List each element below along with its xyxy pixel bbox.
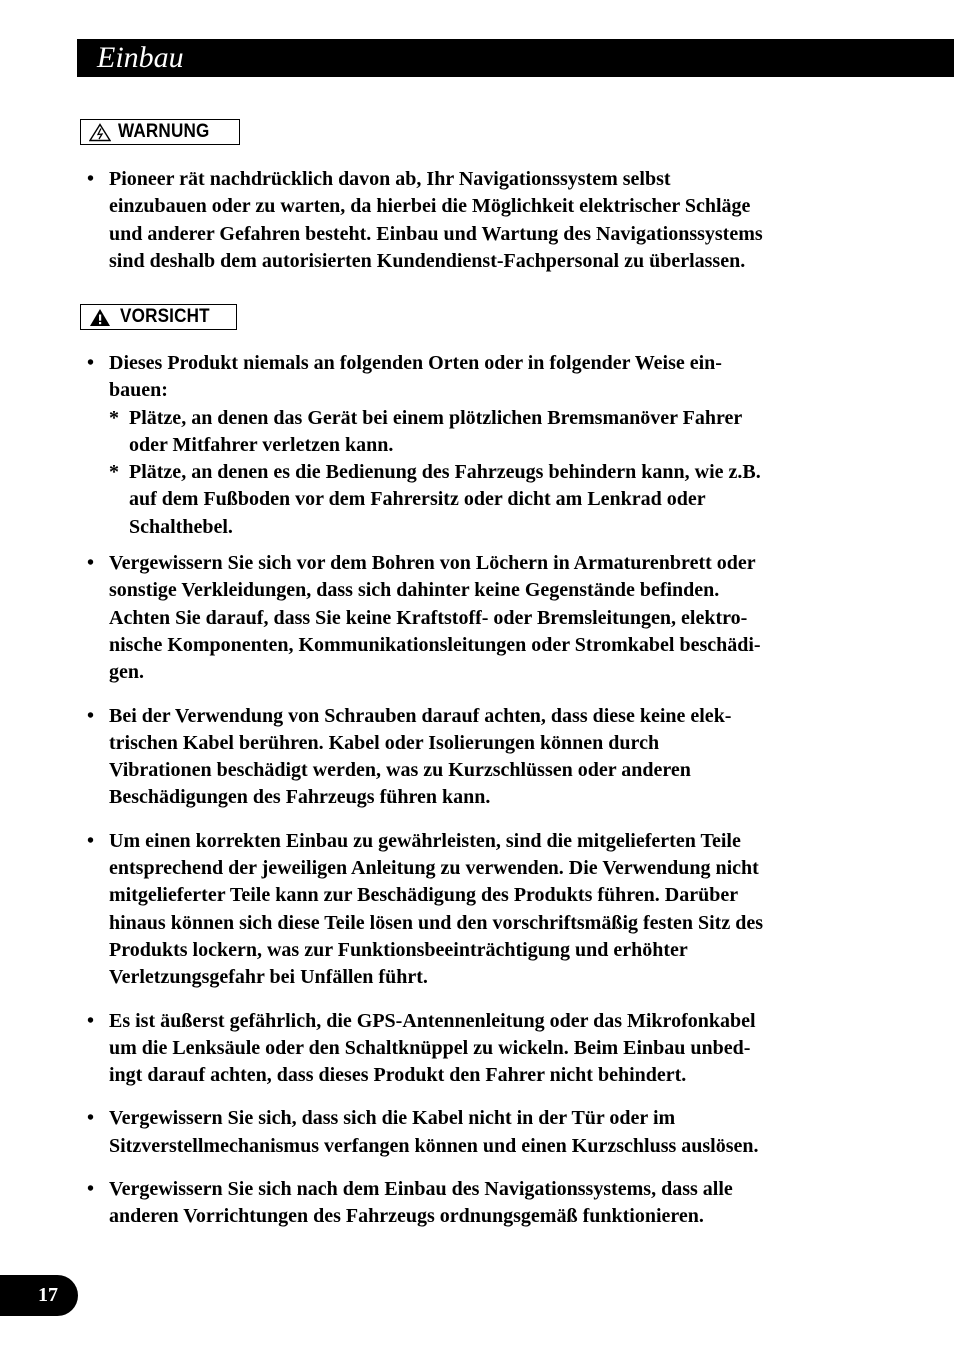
bullet-dot: • xyxy=(87,1178,95,1201)
caution-label-text: VORSICHT xyxy=(120,306,210,327)
bullet-dot: • xyxy=(87,168,95,190)
text-line: hinaus können sich diese Teile lösen und den vorschriftsmäßig festen Sitz des xyxy=(109,911,763,934)
section-header-bar xyxy=(77,39,954,77)
text-line: Beschädigungen des Fahrzeugs führen kann. xyxy=(109,786,491,809)
bullet-dot: • xyxy=(87,352,95,374)
caution-item xyxy=(87,1008,877,1090)
asterisk-marker: * xyxy=(109,461,119,484)
text-line: Vergewissern Sie sich, dass sich die Kabel nicht in der Tür oder im xyxy=(109,1107,676,1130)
caution-item xyxy=(87,1176,877,1231)
text-line: nische Komponenten, Kommunikationsleitungen oder Stromkabel beschädi- xyxy=(109,633,761,656)
caution-subitem xyxy=(109,405,877,460)
page-number-tab xyxy=(0,1275,78,1316)
caution-item xyxy=(87,350,877,541)
text-line: bauen: xyxy=(109,379,168,402)
text-line: Bei der Verwendung von Schrauben darauf achten, dass diese keine elek- xyxy=(109,704,732,727)
text-line: Vergewissern Sie sich vor dem Bohren von Löchern in Armaturenbrett oder xyxy=(109,552,756,575)
warning-label xyxy=(80,119,240,145)
caution-item xyxy=(87,550,877,686)
text-line: Vergewissern Sie sich nach dem Einbau des Navigationssystems, dass alle xyxy=(109,1178,733,1201)
text-line: sonstige Verkleidungen, dass sich dahinter keine Gegenstände befinden. xyxy=(109,579,720,602)
text-line: entsprechend der jeweiligen Anleitung zu verwenden. Die Verwendung nicht xyxy=(109,857,759,880)
bullet-dot: • xyxy=(87,829,95,852)
text-line: Um einen korrekten Einbau zu gewährleisten, sind die mitgelieferten Teile xyxy=(109,829,741,852)
text-line: Vibrationen beschädigt werden, was zu Kurzschlüssen oder anderen xyxy=(109,759,691,782)
caution-subitem xyxy=(109,459,877,541)
asterisk-marker: * xyxy=(109,406,119,429)
bullet-dot: • xyxy=(87,552,95,575)
text-line: ingt darauf achten, dass dieses Produkt den Fahrer nicht behindert. xyxy=(109,1064,687,1087)
bullet-dot: • xyxy=(87,1009,95,1032)
warning-list xyxy=(87,166,877,275)
text-line: trischen Kabel berühren. Kabel oder Isolierungen können durch xyxy=(109,731,660,754)
text-line: Es ist äußerst gefährlich, die GPS-Antennenleitung oder das Mikrofonkabel xyxy=(109,1009,756,1032)
caution-item xyxy=(87,1105,877,1160)
text-line: um die Lenksäule oder den Schaltknüppel zu wickeln. Beim Einbau unbed- xyxy=(109,1036,751,1059)
text-line: Pioneer rät nachdrücklich davon ab, Ihr Navigationssystem selbst xyxy=(109,168,671,190)
caution-list xyxy=(87,350,877,1231)
text-line: Plätze, an denen das Gerät bei einem plötzlichen Bremsmanöver Fahrer xyxy=(129,406,743,429)
text-line: Produkts lockern, was zur Funktionsbeeinträchtigung und erhöhter xyxy=(109,938,688,961)
page-number: 17 xyxy=(38,1284,58,1306)
section-title: Einbau xyxy=(97,41,184,74)
caution-label xyxy=(80,304,237,330)
text-line: auf dem Fußboden vor dem Fahrersitz oder dicht am Lenkrad oder xyxy=(129,488,706,511)
text-line: oder Mitfahrer verletzen kann. xyxy=(129,433,394,456)
text-line: Achten Sie darauf, dass Sie keine Kraftstoff- oder Bremsleitungen, elektro- xyxy=(109,606,748,629)
text-line: Schalthebel. xyxy=(129,515,233,538)
bullet-dot: • xyxy=(87,1107,95,1130)
text-line: Sitzverstellmechanismus verfangen können und einen Kurzschluss auslösen. xyxy=(109,1134,759,1157)
caution-item xyxy=(87,703,877,812)
caution-triangle-icon xyxy=(89,308,111,327)
text-line: anderen Vorrichtungen des Fahrzeugs ordnungsgemäß funktionieren. xyxy=(109,1205,704,1228)
caution-item xyxy=(87,828,877,992)
text-line: Verletzungsgefahr bei Unfällen führt. xyxy=(109,966,428,989)
electric-warning-icon xyxy=(89,123,111,142)
text-line: einzubauen oder zu warten, da hierbei die Möglichkeit elektrischer Schläge xyxy=(109,195,751,218)
text-line: Dieses Produkt niemals an folgenden Orten oder in folgender Weise ein- xyxy=(109,352,722,374)
text-line: und anderer Gefahren besteht. Einbau und Wartung des Navigationssystems xyxy=(109,222,763,245)
text-line: Plätze, an denen es die Bedienung des Fahrzeugs behindern kann, wie z.B. xyxy=(129,461,761,484)
text-line: mitgelieferter Teile kann zur Beschädigung des Produkts führen. Darüber xyxy=(109,884,739,907)
text-line: gen. xyxy=(109,661,144,684)
warning-label-text: WARNUNG xyxy=(118,121,210,142)
text-line: sind deshalb dem autorisierten Kundendienst-Fachpersonal zu überlassen. xyxy=(109,249,746,272)
bullet-dot: • xyxy=(87,704,95,727)
warning-item xyxy=(87,166,877,275)
